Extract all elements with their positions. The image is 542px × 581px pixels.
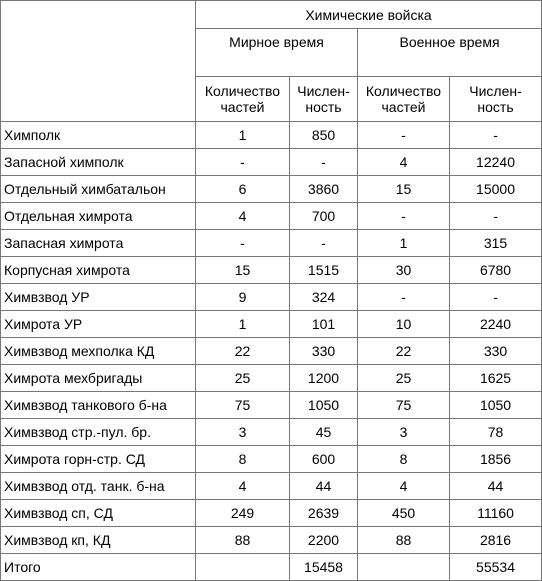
header-count-line1: Количество	[204, 83, 281, 99]
header-blank-cell	[1, 1, 196, 122]
row-name: Корпусная химрота	[1, 257, 196, 284]
war-units-cell: 75	[358, 392, 450, 419]
header-war-time: Военное время	[358, 29, 542, 77]
table-row	[1, 527, 542, 554]
header-group-title: Химические войска	[196, 1, 542, 29]
war-units-cell	[358, 554, 450, 581]
header-war-units	[358, 77, 450, 122]
war-units-cell: 22	[358, 338, 450, 365]
table-row	[1, 338, 542, 365]
peace-strength-cell: -	[290, 230, 358, 257]
header-strength-line1: Числен-	[297, 83, 350, 99]
row-name: Химвзвод сп, СД	[1, 500, 196, 527]
table-row	[1, 122, 542, 149]
peace-units-cell: 1	[196, 311, 290, 338]
table-row	[1, 284, 542, 311]
header-peace-units	[196, 77, 290, 122]
war-units-cell: -	[358, 284, 450, 311]
peace-strength-cell: 1200	[290, 365, 358, 392]
row-name: Химвзвод стр.-пул. бр.	[1, 419, 196, 446]
row-name: Химполк	[1, 122, 196, 149]
peace-strength-total: 15458	[290, 554, 358, 581]
war-units-cell: 15	[358, 176, 450, 203]
peace-strength-cell: 324	[290, 284, 358, 311]
table-row	[1, 149, 542, 176]
war-units-cell: 10	[358, 311, 450, 338]
peace-units-cell: 1	[196, 122, 290, 149]
header-row-group	[1, 1, 542, 29]
war-strength-cell: 15000	[450, 176, 542, 203]
war-strength-cell: 6780	[450, 257, 542, 284]
peace-units-cell: 9	[196, 284, 290, 311]
header-strength-line2: ность	[305, 99, 342, 115]
table-body	[1, 122, 542, 581]
table-row	[1, 500, 542, 527]
table-row	[1, 203, 542, 230]
war-units-cell: 1	[358, 230, 450, 257]
peace-units-cell: 8	[196, 446, 290, 473]
table-row	[1, 419, 542, 446]
war-strength-cell: 1856	[450, 446, 542, 473]
header-strength-line1: Числен-	[469, 83, 522, 99]
table-row	[1, 446, 542, 473]
peace-units-cell: 3	[196, 419, 290, 446]
war-strength-cell: 330	[450, 338, 542, 365]
peace-strength-cell: 2639	[290, 500, 358, 527]
war-strength-cell: 1050	[450, 392, 542, 419]
header-peace-time: Мирное время	[196, 29, 358, 77]
table-row	[1, 230, 542, 257]
peace-units-cell: 4	[196, 203, 290, 230]
peace-strength-cell: 850	[290, 122, 358, 149]
war-units-cell: 30	[358, 257, 450, 284]
row-name: Отдельный химбатальон	[1, 176, 196, 203]
war-units-cell: 450	[358, 500, 450, 527]
header-count-line2: частей	[381, 99, 426, 115]
row-name: Химвзвод УР	[1, 284, 196, 311]
row-name: Химвзвод танкового б-на	[1, 392, 196, 419]
war-strength-cell: 315	[450, 230, 542, 257]
war-strength-cell: 1625	[450, 365, 542, 392]
table-row	[1, 311, 542, 338]
peace-units-cell: 6	[196, 176, 290, 203]
war-units-cell: 8	[358, 446, 450, 473]
war-strength-cell: -	[450, 203, 542, 230]
table-row	[1, 392, 542, 419]
war-strength-cell: 2816	[450, 527, 542, 554]
header-strength-line2: ность	[477, 99, 514, 115]
war-units-cell: 4	[358, 149, 450, 176]
row-name: Химрота горн-стр. СД	[1, 446, 196, 473]
peace-strength-cell: 101	[290, 311, 358, 338]
table-row	[1, 257, 542, 284]
war-units-cell: 25	[358, 365, 450, 392]
peace-strength-cell: 1050	[290, 392, 358, 419]
war-strength-cell: 12240	[450, 149, 542, 176]
peace-strength-cell: 45	[290, 419, 358, 446]
peace-units-cell: 25	[196, 365, 290, 392]
row-name: Запасная химрота	[1, 230, 196, 257]
total-row	[1, 554, 542, 581]
peace-units-cell: 22	[196, 338, 290, 365]
peace-units-cell: 88	[196, 527, 290, 554]
war-units-cell: 4	[358, 473, 450, 500]
row-name: Отдельная химрота	[1, 203, 196, 230]
row-name: Химрота мехбригады	[1, 365, 196, 392]
peace-strength-cell: 44	[290, 473, 358, 500]
peace-strength-cell: 600	[290, 446, 358, 473]
table-row	[1, 176, 542, 203]
war-strength-cell: 78	[450, 419, 542, 446]
peace-units-cell: 75	[196, 392, 290, 419]
war-strength-cell: 11160	[450, 500, 542, 527]
header-count-line2: частей	[220, 99, 265, 115]
war-strength-cell: -	[450, 122, 542, 149]
table-row	[1, 365, 542, 392]
row-name: Химвзвод кп, КД	[1, 527, 196, 554]
peace-strength-cell: -	[290, 149, 358, 176]
war-strength-cell: -	[450, 284, 542, 311]
header-peace-strength	[290, 77, 358, 122]
war-strength-total: 55534	[450, 554, 542, 581]
war-strength-cell: 44	[450, 473, 542, 500]
peace-strength-cell: 700	[290, 203, 358, 230]
peace-units-cell: 4	[196, 473, 290, 500]
peace-units-cell	[196, 554, 290, 581]
table-row	[1, 473, 542, 500]
peace-strength-cell: 3860	[290, 176, 358, 203]
peace-strength-cell: 1515	[290, 257, 358, 284]
peace-strength-cell: 330	[290, 338, 358, 365]
war-units-cell: -	[358, 203, 450, 230]
peace-units-cell: 249	[196, 500, 290, 527]
peace-units-cell: -	[196, 230, 290, 257]
war-units-cell: -	[358, 122, 450, 149]
war-strength-cell: 2240	[450, 311, 542, 338]
peace-units-cell: -	[196, 149, 290, 176]
total-label: Итого	[1, 554, 196, 581]
header-war-strength	[450, 77, 542, 122]
row-name: Химвзвод отд. танк. б-на	[1, 473, 196, 500]
war-units-cell: 88	[358, 527, 450, 554]
row-name: Химрота УР	[1, 311, 196, 338]
row-name: Химвзвод мехполка КД	[1, 338, 196, 365]
row-name: Запасной химполк	[1, 149, 196, 176]
header-count-line1: Количество	[365, 83, 442, 99]
war-units-cell: 3	[358, 419, 450, 446]
peace-strength-cell: 2200	[290, 527, 358, 554]
peace-units-cell: 15	[196, 257, 290, 284]
